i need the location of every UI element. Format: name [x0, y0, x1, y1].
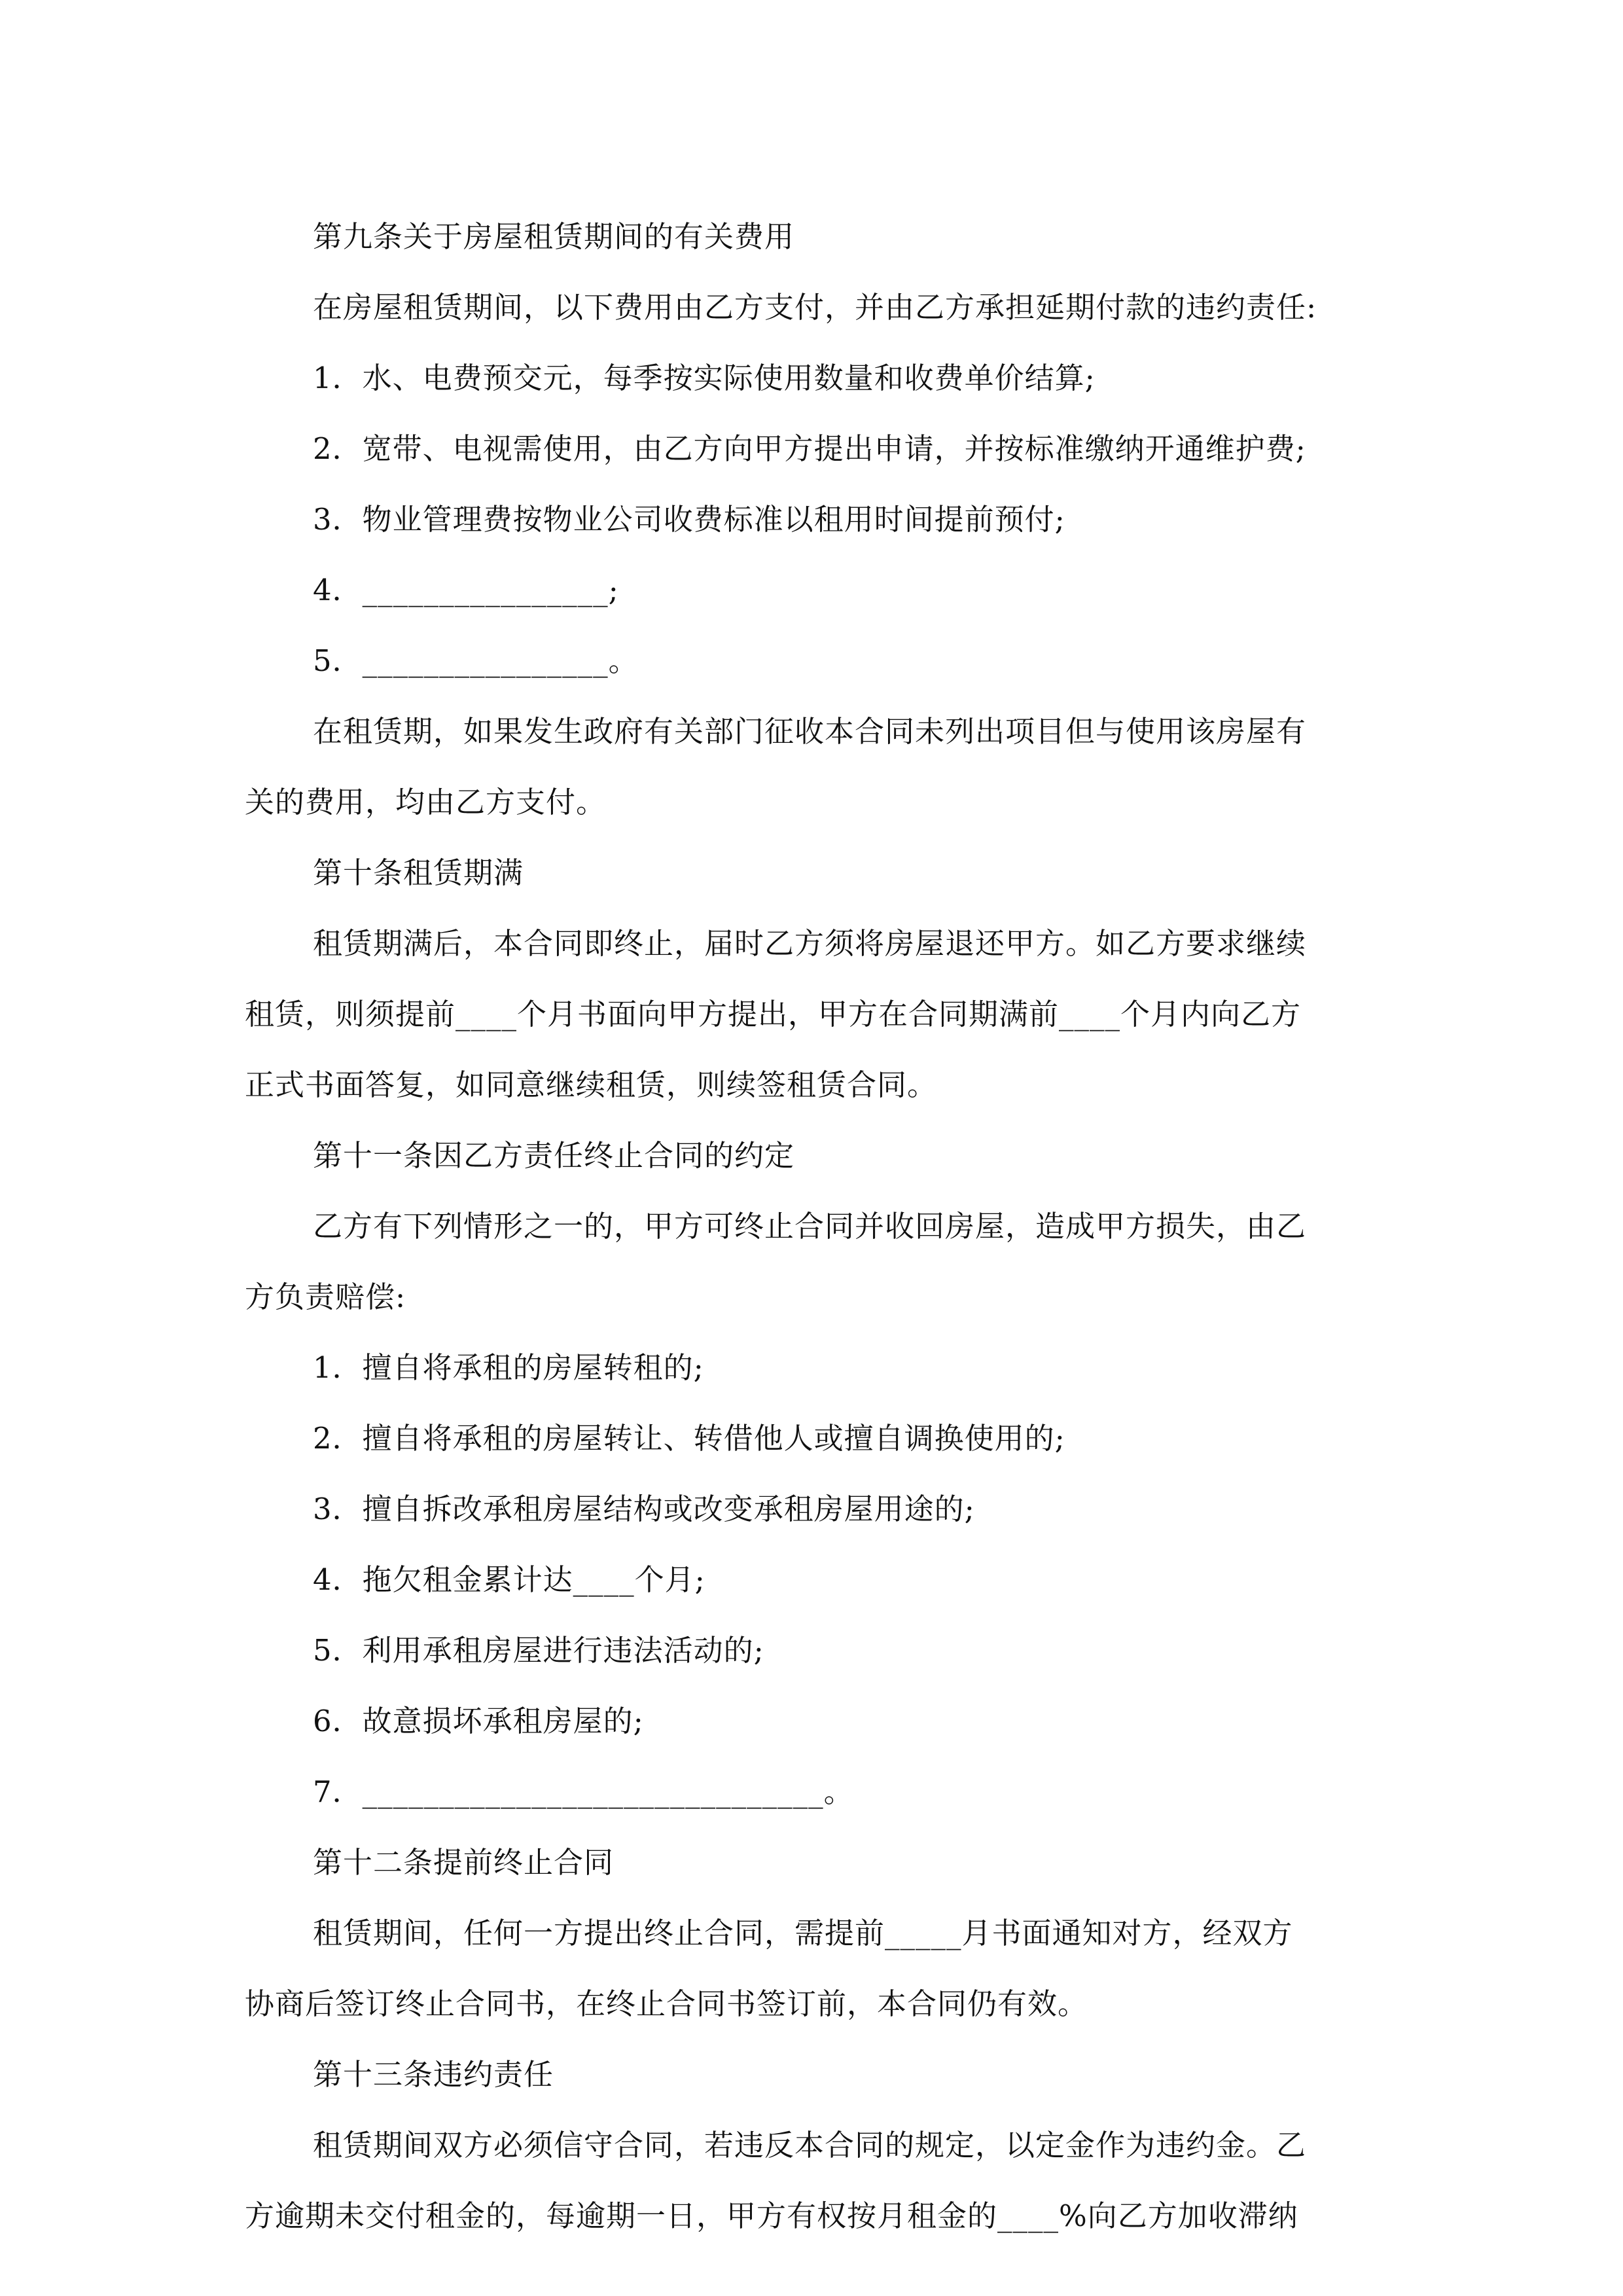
list-item: 2．宽带、电视需使用，由乙方向甲方提出申请，并按标准缴纳开通维护费; [313, 431, 1306, 466]
section-heading: 第九条关于房屋租赁期间的有关费用 [313, 219, 795, 254]
paragraph-line: 乙方有下列情形之一的，甲方可终止合同并收回房屋，造成甲方损失，由乙 [313, 1209, 1307, 1244]
document-body [245, 202, 1377, 2251]
paragraph-line: 关的费用，均由乙方支付。 [245, 785, 607, 819]
list-item: 4．拖欠租金累计达____个月; [313, 1562, 705, 1597]
section-heading: 第十二条提前终止合同 [313, 1845, 615, 1880]
list-item: 1．水、电费预交元，每季按实际使用数量和收费单价结算; [313, 361, 1096, 395]
paragraph-line: 方逾期未交付租金的，每逾期一日，甲方有权按月租金的____%向乙方加收滞纳 [245, 2198, 1298, 2233]
paragraph-line: 正式书面答复，如同意继续租赁，则续签租赁合同。 [245, 1067, 938, 1102]
list-item: 5．利用承租房屋进行违法活动的; [313, 1633, 764, 1668]
paragraph-line: 方负责赔偿: [245, 1280, 406, 1314]
section-heading: 第十一条因乙方责任终止合同的约定 [313, 1138, 795, 1173]
paragraph-line: 租赁期间双方必须信守合同，若违反本合同的规定，以定金作为违约金。乙 [313, 2128, 1307, 2162]
list-item: 1．擅自将承租的房屋转租的; [313, 1350, 704, 1385]
list-item: 3．擅自拆改承租房屋结构或改变承租房屋用途的; [313, 1492, 975, 1526]
paragraph-line: 在房屋租赁期间，以下费用由乙方支付，并由乙方承担延期付款的违约责任: [313, 290, 1317, 325]
list-item: 6．故意损坏承租房屋的; [313, 1704, 644, 1738]
list-item: 5．________________。 [313, 643, 639, 678]
paragraph-line: 在租赁期，如果发生政府有关部门征收本合同未列出项目但与使用该房屋有 [313, 714, 1307, 749]
paragraph-line: 协商后签订终止合同书，在终止合同书签订前，本合同仍有效。 [245, 1986, 1088, 2021]
list-item: 3．物业管理费按物业公司收费标准以租用时间提前预付; [313, 502, 1065, 537]
paragraph-line: 租赁期间，任何一方提出终止合同，需提前_____月书面通知对方，经双方 [313, 1916, 1293, 1950]
list-item: 2．擅自将承租的房屋转让、转借他人或擅自调换使用的; [313, 1421, 1065, 1456]
paragraph-line: 租赁期满后，本合同即终止，届时乙方须将房屋退还甲方。如乙方要求继续 [313, 926, 1307, 961]
list-item: 7．______________________________。 [313, 1774, 854, 1809]
paragraph-line: 租赁，则须提前____个月书面向甲方提出，甲方在合同期满前____个月内向乙方 [245, 997, 1302, 1031]
section-heading: 第十条租赁期满 [313, 855, 524, 890]
list-item: 4．________________; [313, 573, 619, 607]
section-heading: 第十三条违约责任 [313, 2057, 554, 2092]
